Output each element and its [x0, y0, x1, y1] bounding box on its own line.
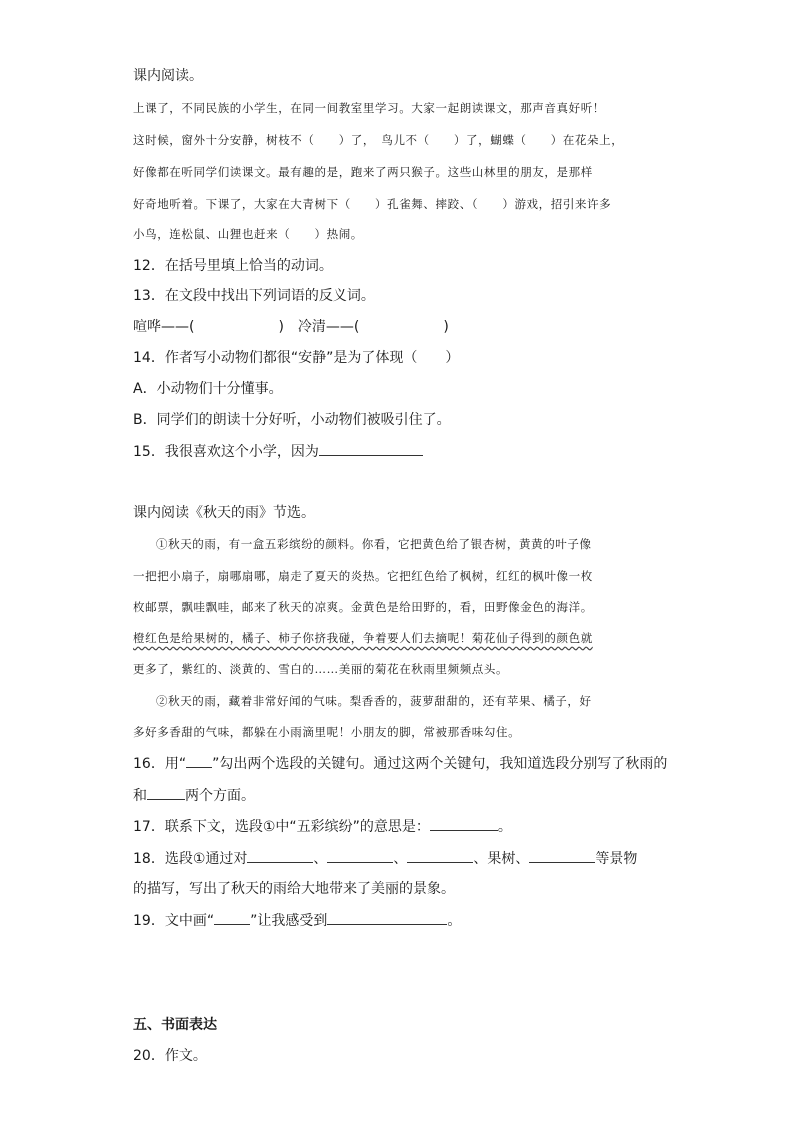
- question-19-blank[interactable]: [327, 910, 447, 925]
- question-18-sep-1: 、: [313, 851, 328, 867]
- question-16-mark-sample: [186, 753, 212, 768]
- question-16-blank[interactable]: [147, 785, 185, 800]
- question-13-answer-line: 喧哗——( ) 冷清——( ): [133, 319, 449, 335]
- question-18-blank-2[interactable]: [327, 848, 393, 863]
- passage2-p1-line-2: 一把把小扇子，扇哪扇哪，扇走了夏天的炎热。它把红色给了枫树，红红的枫叶像一枚: [133, 569, 593, 583]
- question-16-and: 和: [133, 788, 147, 804]
- question-18-sep-2: 、: [393, 851, 408, 867]
- question-13: 13．在文段中找出下列词语的反义词。: [133, 288, 375, 304]
- question-15-blank[interactable]: [319, 441, 423, 456]
- passage2-p2-line-2: 多好多香甜的气味，都躲在小雨滴里呢！小朋友的脚，常被那香味勾住。: [133, 725, 521, 739]
- passage2-p2-line-1: ②秋天的雨，藏着非常好闻的气味。梨香香的，菠萝甜甜的，还有苹果、橘子，好: [156, 694, 592, 708]
- question-18-suffix: 等景物: [595, 851, 638, 867]
- question-15-text: 15．我很喜欢这个小学，因为: [133, 444, 319, 460]
- question-16-text: ”勾出两个选段的关键句。通过这两个关键句，我知道选段分别写了秋雨的: [212, 756, 668, 772]
- question-14-option-b: B．同学们的朗读十分好听，小动物们被吸引住了。: [133, 412, 451, 428]
- passage1-line-3: 好像都在听同学们读课文。最有趣的是，跑来了两只猴子。这些山林里的朋友，是那样: [133, 165, 593, 179]
- section3-heading: 五、书面表达: [133, 1017, 217, 1033]
- question-18-prefix: 18．选段①通过对: [133, 851, 248, 867]
- question-16-line-1: [133, 753, 667, 774]
- question-18-line-2: 的描写，写出了秋天的雨给大地带来了美丽的景象。: [133, 881, 455, 897]
- question-17: [133, 816, 512, 837]
- passage1-line-1: 上课了，不同民族的小学生，在同一间教室里学习。大家一起朗读课文，那声音真好听！: [133, 101, 605, 115]
- question-14: 14．作者写小动物们都很“安静”是为了体现（ ）: [133, 350, 460, 366]
- question-19-text: ”让我感受到: [250, 913, 328, 929]
- question-19: [133, 910, 461, 931]
- passage1-line-5: 小鸟，连松鼠、山狸也赶来（ ）热闹。: [133, 227, 363, 241]
- passage1-line-4: 好奇地听着。下课了，大家在大青树下（ ）孔雀舞、摔跤、（ ）游戏，招引来许多: [133, 197, 612, 211]
- question-14-option-a: A．小动物们十分懂事。: [133, 381, 283, 397]
- passage1-line-2: 这时候，窗外十分安静，树枝不（ ）了， 鸟儿不（ ）了，蝴蝶（ ）在花朵上，: [133, 133, 624, 147]
- section1-intro: 课内阅读。: [133, 68, 203, 84]
- question-18-fruit: 果树、: [487, 851, 530, 867]
- question-16-line-2: [133, 785, 255, 806]
- question-18-line-1: [133, 848, 637, 869]
- question-15: [133, 441, 423, 462]
- question-16-prefix: 16．用“: [133, 756, 187, 772]
- question-18-blank-1[interactable]: [247, 848, 313, 863]
- passage2-p1-line-4: 橙红色是给果树的，橘子、柿子你挤我碰，争着要人们去摘呢！菊花仙子得到的颜色就: [133, 631, 593, 645]
- passage2-p1-line-1: ①秋天的雨，有一盒五彩缤纷的颜料。你看，它把黄色给了银杏树，黄黄的叶子像: [156, 537, 592, 551]
- question-19-prefix: 19．文中画“: [133, 913, 215, 929]
- question-19-end: 。: [447, 913, 462, 929]
- question-18-blank-4[interactable]: [529, 848, 595, 863]
- question-18-sep-3: 、: [473, 851, 488, 867]
- question-19-mark-sample: [214, 910, 250, 925]
- passage2-p1-line-5: 更多了，紫红的、淡黄的、雪白的……美丽的菊花在秋雨里频频点头。: [133, 662, 509, 676]
- question-12: 12．在括号里填上恰当的动词。: [133, 258, 333, 274]
- question-17-blank[interactable]: [430, 816, 498, 831]
- question-20: 20．作文。: [133, 1048, 207, 1064]
- question-18-blank-3[interactable]: [407, 848, 473, 863]
- section2-intro: 课内阅读《秋天的雨》节选。: [133, 505, 315, 521]
- question-17-text: 17．联系下文，选段①中“五彩缤纷”的意思是：: [133, 819, 430, 835]
- passage2-p1-line-3: 枚邮票，飘哇飘哇，邮来了秋天的凉爽。金黄色是给田野的，看，田野像金色的海洋。: [133, 600, 593, 614]
- question-16-suffix: 两个方面。: [185, 788, 255, 804]
- question-17-end: 。: [497, 819, 512, 835]
